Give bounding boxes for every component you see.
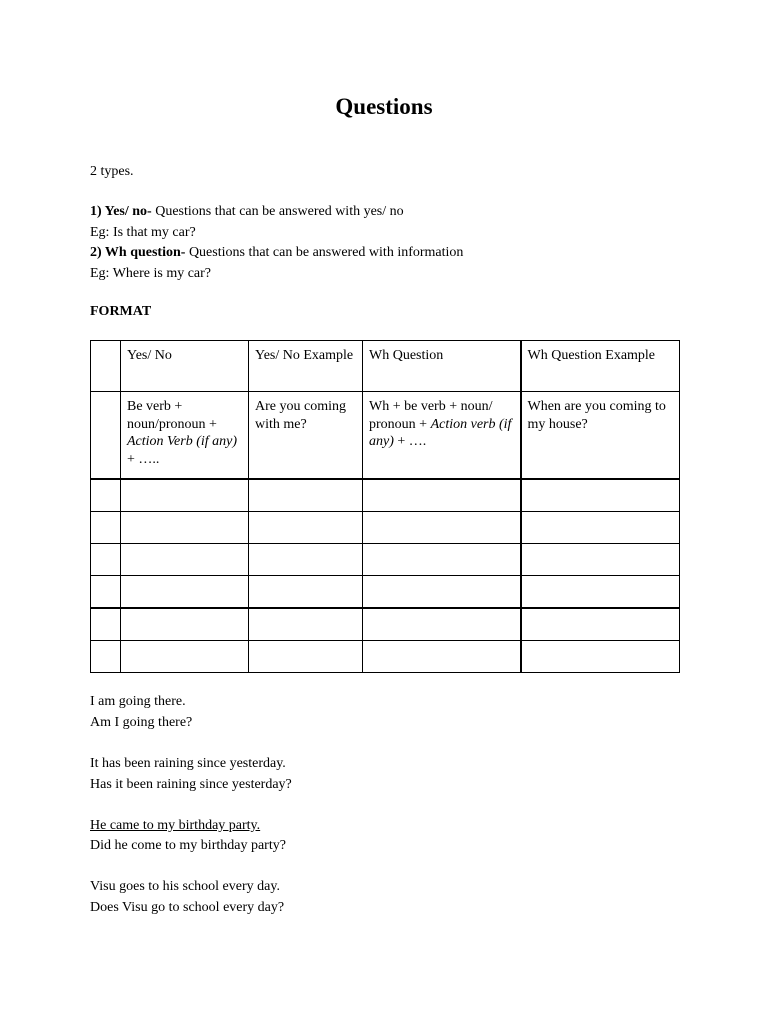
table-header-row xyxy=(91,341,680,392)
example-question: Did he come to my birthday party? xyxy=(90,838,286,853)
table-cell: Wh + be verb + noun/ pronoun + Action verb (if any) + …. xyxy=(363,392,521,480)
type-wh xyxy=(90,244,463,261)
table-header-cell: Yes/ No Example xyxy=(249,341,363,392)
table-row xyxy=(91,512,680,544)
format-table xyxy=(90,340,680,673)
example-statement: It has been raining since yesterday. xyxy=(90,756,286,771)
example-question: Am I going there? xyxy=(90,715,193,730)
table-row xyxy=(91,608,680,641)
type-yes-no xyxy=(90,203,404,220)
table-row xyxy=(91,576,680,609)
example-statement: Visu goes to his school every day. xyxy=(90,879,280,894)
example-question: Has it been raining since yesterday? xyxy=(90,777,292,792)
table-row xyxy=(91,392,680,480)
type-description: Questions that can be answered with yes/ no xyxy=(151,204,404,219)
example-statement: He came to my birthday party. xyxy=(90,818,261,833)
table-cell xyxy=(91,392,121,480)
table-header-cell: Wh Question xyxy=(363,341,521,392)
page-title: Questions xyxy=(335,94,433,119)
format-heading: FORMAT xyxy=(90,304,152,319)
type-label: 2) Wh question- xyxy=(90,245,186,260)
intro-text: 2 types. xyxy=(90,164,134,179)
table-header-cell: Wh Question Example xyxy=(521,341,680,392)
table-cell: Are you coming with me? xyxy=(249,392,363,480)
table-cell: Be verb + noun/pronoun + Action Verb (if any) + ….. xyxy=(121,392,249,480)
type-example: Eg: Is that my car? xyxy=(90,225,196,240)
table-row xyxy=(91,479,680,512)
example-question: Does Visu go to school every day? xyxy=(90,900,285,915)
table-header-cell xyxy=(91,341,121,392)
table-row xyxy=(91,544,680,576)
table-header-cell: Yes/ No xyxy=(121,341,249,392)
type-example: Eg: Where is my car? xyxy=(90,266,212,281)
type-description: Questions that can be answered with information xyxy=(185,245,464,260)
example-statement: I am going there. xyxy=(90,694,186,709)
table-row xyxy=(91,641,680,673)
table-cell: When are you coming to my house? xyxy=(521,392,680,480)
type-label: 1) Yes/ no- xyxy=(90,204,152,219)
